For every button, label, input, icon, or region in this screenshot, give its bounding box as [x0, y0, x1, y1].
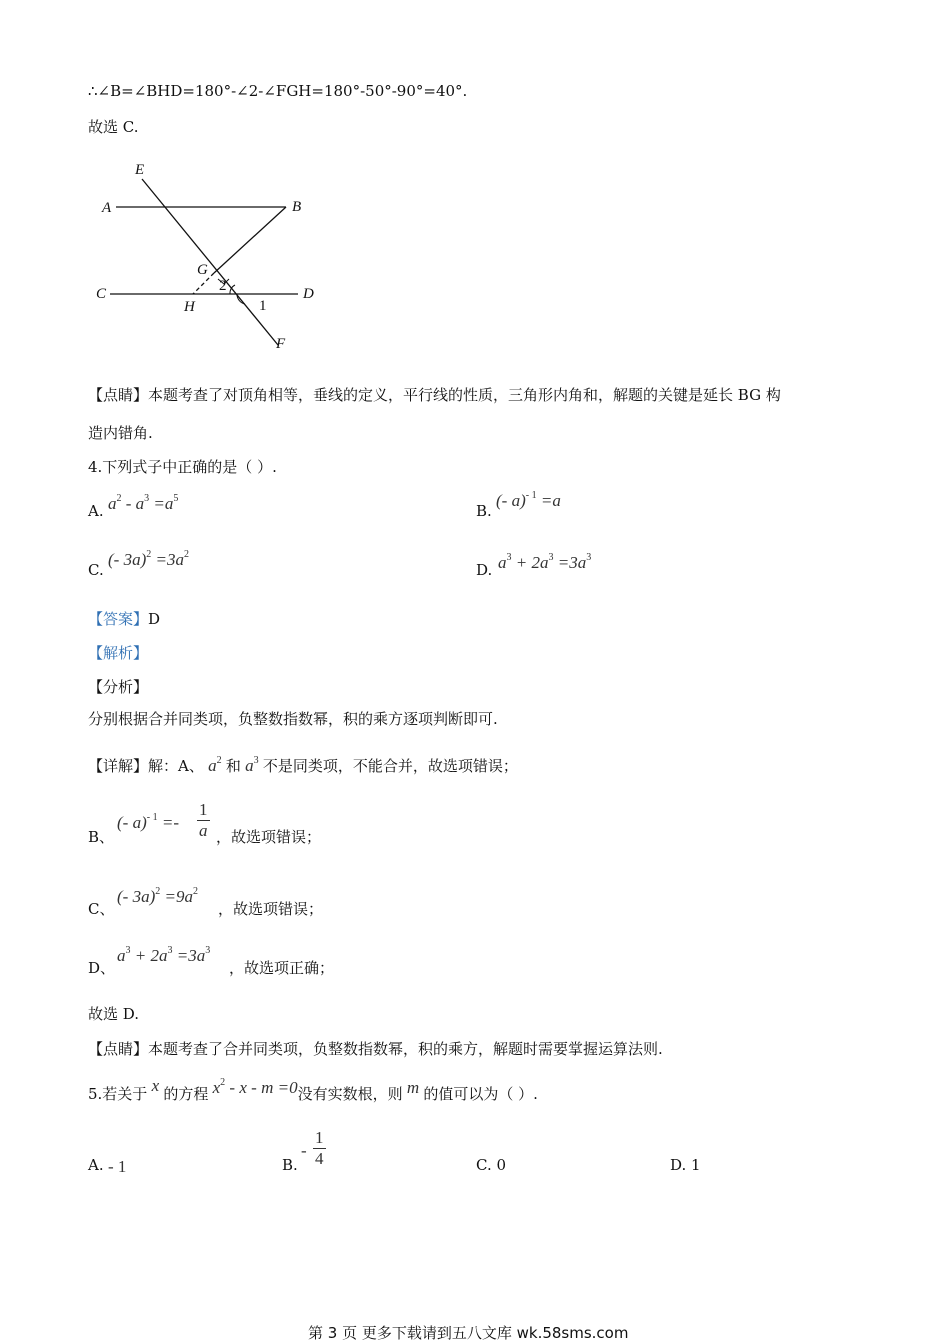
label-h: H [184, 299, 195, 315]
label-angle-1: 1 [259, 298, 267, 314]
q4-option-a-formula: $a^2 - a^3 =a^5$ [108, 493, 179, 513]
page-footer: 第 3 页 更多下载请到五八文库 wk.58sms.com [308, 1324, 629, 1342]
fenxi-tag: 【分析】 [88, 678, 149, 696]
formula-a2: $a^2$ [203, 755, 222, 775]
q5-pre: 5.若关于 [88, 1085, 148, 1103]
label-a: A [102, 200, 112, 216]
jiexi-tag: 【解析】 [88, 644, 149, 662]
q4-option-d-label: D. [476, 561, 493, 579]
q5-option-c: C. 0 [476, 1156, 507, 1174]
question-5-stem [88, 1076, 538, 1104]
var-x: x [147, 1076, 164, 1095]
label-b: B [292, 199, 302, 215]
step-c-formula: (- $3a)^2 =9a^2$ [117, 886, 198, 906]
q5-option-d: D. 1 [670, 1156, 701, 1174]
step-b-post: ，故选项错误； [216, 828, 322, 846]
q5-option-a-value: - 1 [108, 1157, 127, 1176]
label-d: D [303, 286, 314, 302]
q4-option-c-label: C. [88, 561, 104, 579]
dianjing-1-continued: 造内错角. [88, 424, 153, 442]
dianjing-tag: 【点睛】 [88, 386, 149, 404]
step-d-post: ，故选项正确； [229, 959, 335, 977]
solution-line-conclusion: ∴∠B=∠BHD=180°-∠2-∠FGH=180°-50°-90°=40°. [88, 82, 468, 100]
q5-mid1: 的方程 [163, 1085, 209, 1103]
line-ef [142, 179, 278, 345]
step-d-formula: $a^3 + 2a^3 =3a^3$ [117, 945, 211, 965]
label-c: C [96, 286, 107, 302]
label-angle-2: 2 [219, 278, 227, 294]
xiangjie-pre: 解：A、 [148, 757, 204, 775]
step-b-label: B、 [88, 828, 115, 846]
q5-option-b-label: B. [282, 1156, 298, 1174]
label-g: G [197, 262, 208, 278]
dianjing-1 [88, 384, 781, 405]
xiangjie-mid: 和 [225, 757, 241, 775]
geometry-figure [90, 155, 330, 360]
answer-line [88, 608, 160, 629]
solution-choice: 故选 C. [88, 118, 139, 136]
step-c-label: C、 [88, 900, 115, 918]
var-m: m [402, 1078, 424, 1097]
answer-tag: 【答案】 [88, 610, 149, 628]
q4-option-b-formula: (- a)$^{- 1}$ =a [496, 490, 561, 510]
fenxi-text: 分别根据合并同类项，负整数指数幂，积的乘方逐项判断即可. [88, 710, 498, 728]
step-b-formula-lhs: (- a)$^{- 1}$ =- [117, 812, 179, 832]
q4-option-c-formula: (- $3a)^2 =3a^2$ [108, 549, 189, 569]
final-choice: 故选 D. [88, 1005, 140, 1023]
segment-bg [214, 207, 286, 273]
question-4-stem: 4.下列式子中正确的是（ ）. [88, 458, 277, 476]
dianjing-text: 本题考查了对顶角相等，垂线的定义，平行线的性质，三角形内角和，解题的关键是延长 BG 构 [148, 386, 781, 404]
label-f: F [276, 336, 286, 352]
q5-mid2: 没有实数根，则 [297, 1085, 403, 1103]
label-e: E [135, 162, 145, 178]
step-c-post: ，故选项错误； [218, 900, 324, 918]
step-b-fraction: $\frac{1}{a}$ [199, 800, 208, 840]
step-d-label: D、 [88, 959, 116, 977]
dianjing2-text: 本题考查了合并同类项，负整数指数幂，积的乘方，解题时需要掌握运算法则. [148, 1040, 663, 1058]
q5-option-a-label: A. [88, 1156, 104, 1174]
q4-option-b-label: B. [476, 502, 492, 520]
equation: $x^2 - x - m =0$ [208, 1077, 298, 1097]
q5-option-b-fraction: $\frac{1}{4}$ [315, 1128, 324, 1168]
xiangjie-line [88, 755, 518, 776]
q4-option-a-label: A. [88, 502, 104, 520]
answer-value: D [148, 610, 161, 628]
q5-option-b-sign: - [301, 1141, 307, 1160]
xiangjie-post: 不是同类项，不能合并，故选项错误； [262, 757, 518, 775]
q5-post: 的值可以为（ ）. [423, 1085, 538, 1103]
q4-option-d-formula: $a^3 + 2a^3 =3a^3$ [498, 552, 592, 572]
xiangjie-tag: 【详解】 [88, 757, 149, 775]
formula-a3: $a^3$ [240, 755, 259, 775]
dianjing-2 [88, 1038, 663, 1059]
dianjing2-tag: 【点睛】 [88, 1040, 149, 1058]
